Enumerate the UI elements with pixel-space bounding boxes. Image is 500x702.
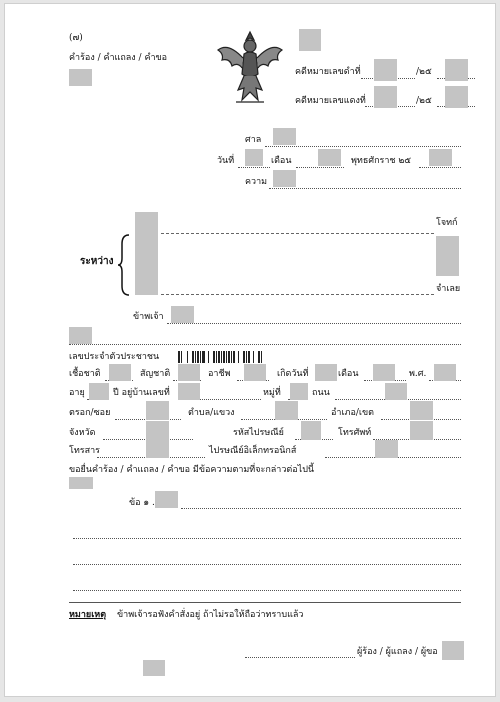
matter-label: ความ (245, 177, 268, 187)
case-black-year-prefix: /๒๕ (416, 67, 432, 77)
signature-line (245, 657, 355, 658)
between-label: ระหว่าง (80, 256, 114, 267)
matter-line (269, 188, 461, 189)
i-label: ข้าพเจ้า (133, 312, 164, 322)
date-year-field[interactable] (429, 149, 452, 166)
subdistrict-label: ตำบล/แขวง (188, 408, 235, 418)
submit-box-field[interactable] (69, 477, 93, 489)
month-line (296, 167, 344, 168)
nationality-label: สัญชาติ (140, 369, 171, 379)
i-name-field[interactable] (171, 306, 194, 323)
garuda-emblem-icon (214, 28, 286, 106)
age-unit-label: ปี อยู่บ้านเลขที่ (113, 388, 170, 398)
date-line (238, 167, 270, 168)
footer-field[interactable] (143, 660, 165, 676)
header-box-field[interactable] (299, 29, 321, 51)
submit-text: ขอยื่นคำร้อง / คำแถลง / คำขอ มีข้อความตามที่จะกล่าวต่อไปนี้ (69, 465, 315, 475)
defendant-label: จำเลย (436, 284, 461, 294)
month-label: เดือน (271, 156, 292, 166)
moo-field[interactable] (290, 383, 308, 400)
brace-icon (117, 234, 131, 296)
nationality-field[interactable] (178, 364, 200, 381)
case-black-field[interactable] (374, 59, 397, 81)
be-label: พุทธศักราช ๒๕ (351, 156, 412, 166)
occupation-label: อาชีพ (208, 369, 231, 379)
item-line-4 (73, 590, 461, 591)
postcode-field[interactable] (301, 421, 321, 440)
court-form-page (4, 3, 496, 697)
form-type-field[interactable] (69, 69, 92, 86)
province-label: จังหวัด (69, 428, 96, 438)
be-short-label: พ.ศ. (409, 369, 427, 379)
parties-side-field[interactable] (436, 236, 459, 276)
fax-label: โทรสาร (69, 446, 100, 456)
district-label: อำเภอ/เขต (331, 408, 374, 418)
plaintiff-line (161, 233, 434, 234)
month2-label: เดือน (338, 369, 359, 379)
note-text: ข้าพเจ้ารอฟังคำสั่งอยู่ ถ้าไม่รอให้ถือว่าทราบแล้ว (117, 610, 304, 620)
id-label: เลขประจำตัวประชาชน (69, 352, 160, 362)
date-month-field[interactable] (318, 149, 341, 166)
form-type-label: คำร้อง / คำแถลง / คำขอ (69, 53, 168, 63)
postcode-label: รหัสไปรษณีย์ (233, 428, 284, 438)
email-field[interactable] (375, 440, 398, 458)
be-line (419, 167, 461, 168)
i-line (167, 323, 461, 324)
matter-field[interactable] (273, 170, 296, 187)
case-black-year-field[interactable] (445, 59, 468, 81)
date-day-field[interactable] (245, 149, 263, 166)
left-margin-field[interactable] (69, 327, 92, 344)
alley-label: ตรอก/ซอย (69, 408, 111, 418)
subdistrict-field[interactable] (275, 401, 298, 420)
case-red-field[interactable] (374, 86, 397, 108)
item-label: ข้อ ๑ . (129, 498, 155, 508)
race-label: เชื้อชาติ (69, 369, 101, 379)
alley-field[interactable] (146, 401, 169, 420)
road-field[interactable] (385, 383, 407, 400)
case-black-label: คดีหมายเลขดำที่ (295, 67, 361, 77)
item-1-field[interactable] (155, 491, 178, 508)
province-field[interactable] (146, 421, 169, 440)
date-label: วันที่ (217, 156, 235, 166)
phone-field[interactable] (410, 421, 433, 440)
road-label: ถนน (312, 388, 330, 398)
section-divider (69, 602, 461, 603)
item-line-3 (73, 564, 461, 565)
race-field[interactable] (109, 364, 131, 381)
age-label: อายุ (69, 388, 85, 398)
case-red-year-field[interactable] (445, 86, 468, 108)
court-label: ศาล (245, 135, 262, 145)
born-year-field[interactable] (434, 364, 456, 381)
occupation-field[interactable] (244, 364, 266, 381)
i-line-2 (69, 344, 461, 345)
moo-label: หมู่ที่ (263, 388, 281, 398)
defendant-line (161, 294, 434, 295)
form-number: (๗) (69, 33, 83, 43)
phone-label: โทรศัพท์ (338, 428, 372, 438)
born-day-field[interactable] (315, 364, 337, 381)
parties-box-field[interactable] (135, 212, 158, 295)
case-red-label: คดีหมายเลขแดงที่ (295, 96, 366, 106)
email-label: ไปรษณีย์อิเล็กทรอนิกส์ (209, 446, 297, 456)
born-label: เกิดวันที่ (277, 369, 309, 379)
fax-field[interactable] (146, 440, 169, 458)
signer-field[interactable] (442, 641, 464, 660)
court-line (265, 146, 461, 147)
item-line-1 (181, 508, 461, 509)
district-field[interactable] (410, 401, 433, 420)
house-number-field[interactable] (178, 383, 200, 400)
plaintiff-label: โจทก์ (436, 218, 458, 228)
id-number-boxes[interactable] (178, 351, 262, 363)
case-red-year-prefix: /๒๕ (416, 96, 432, 106)
court-field[interactable] (273, 128, 296, 145)
item-line-2 (73, 538, 461, 539)
born-month-field[interactable] (373, 364, 395, 381)
signer-label: ผู้ร้อง / ผู้แถลง / ผู้ขอ (357, 647, 438, 657)
note-label: หมายเหตุ (69, 610, 107, 620)
age-field[interactable] (89, 383, 109, 400)
